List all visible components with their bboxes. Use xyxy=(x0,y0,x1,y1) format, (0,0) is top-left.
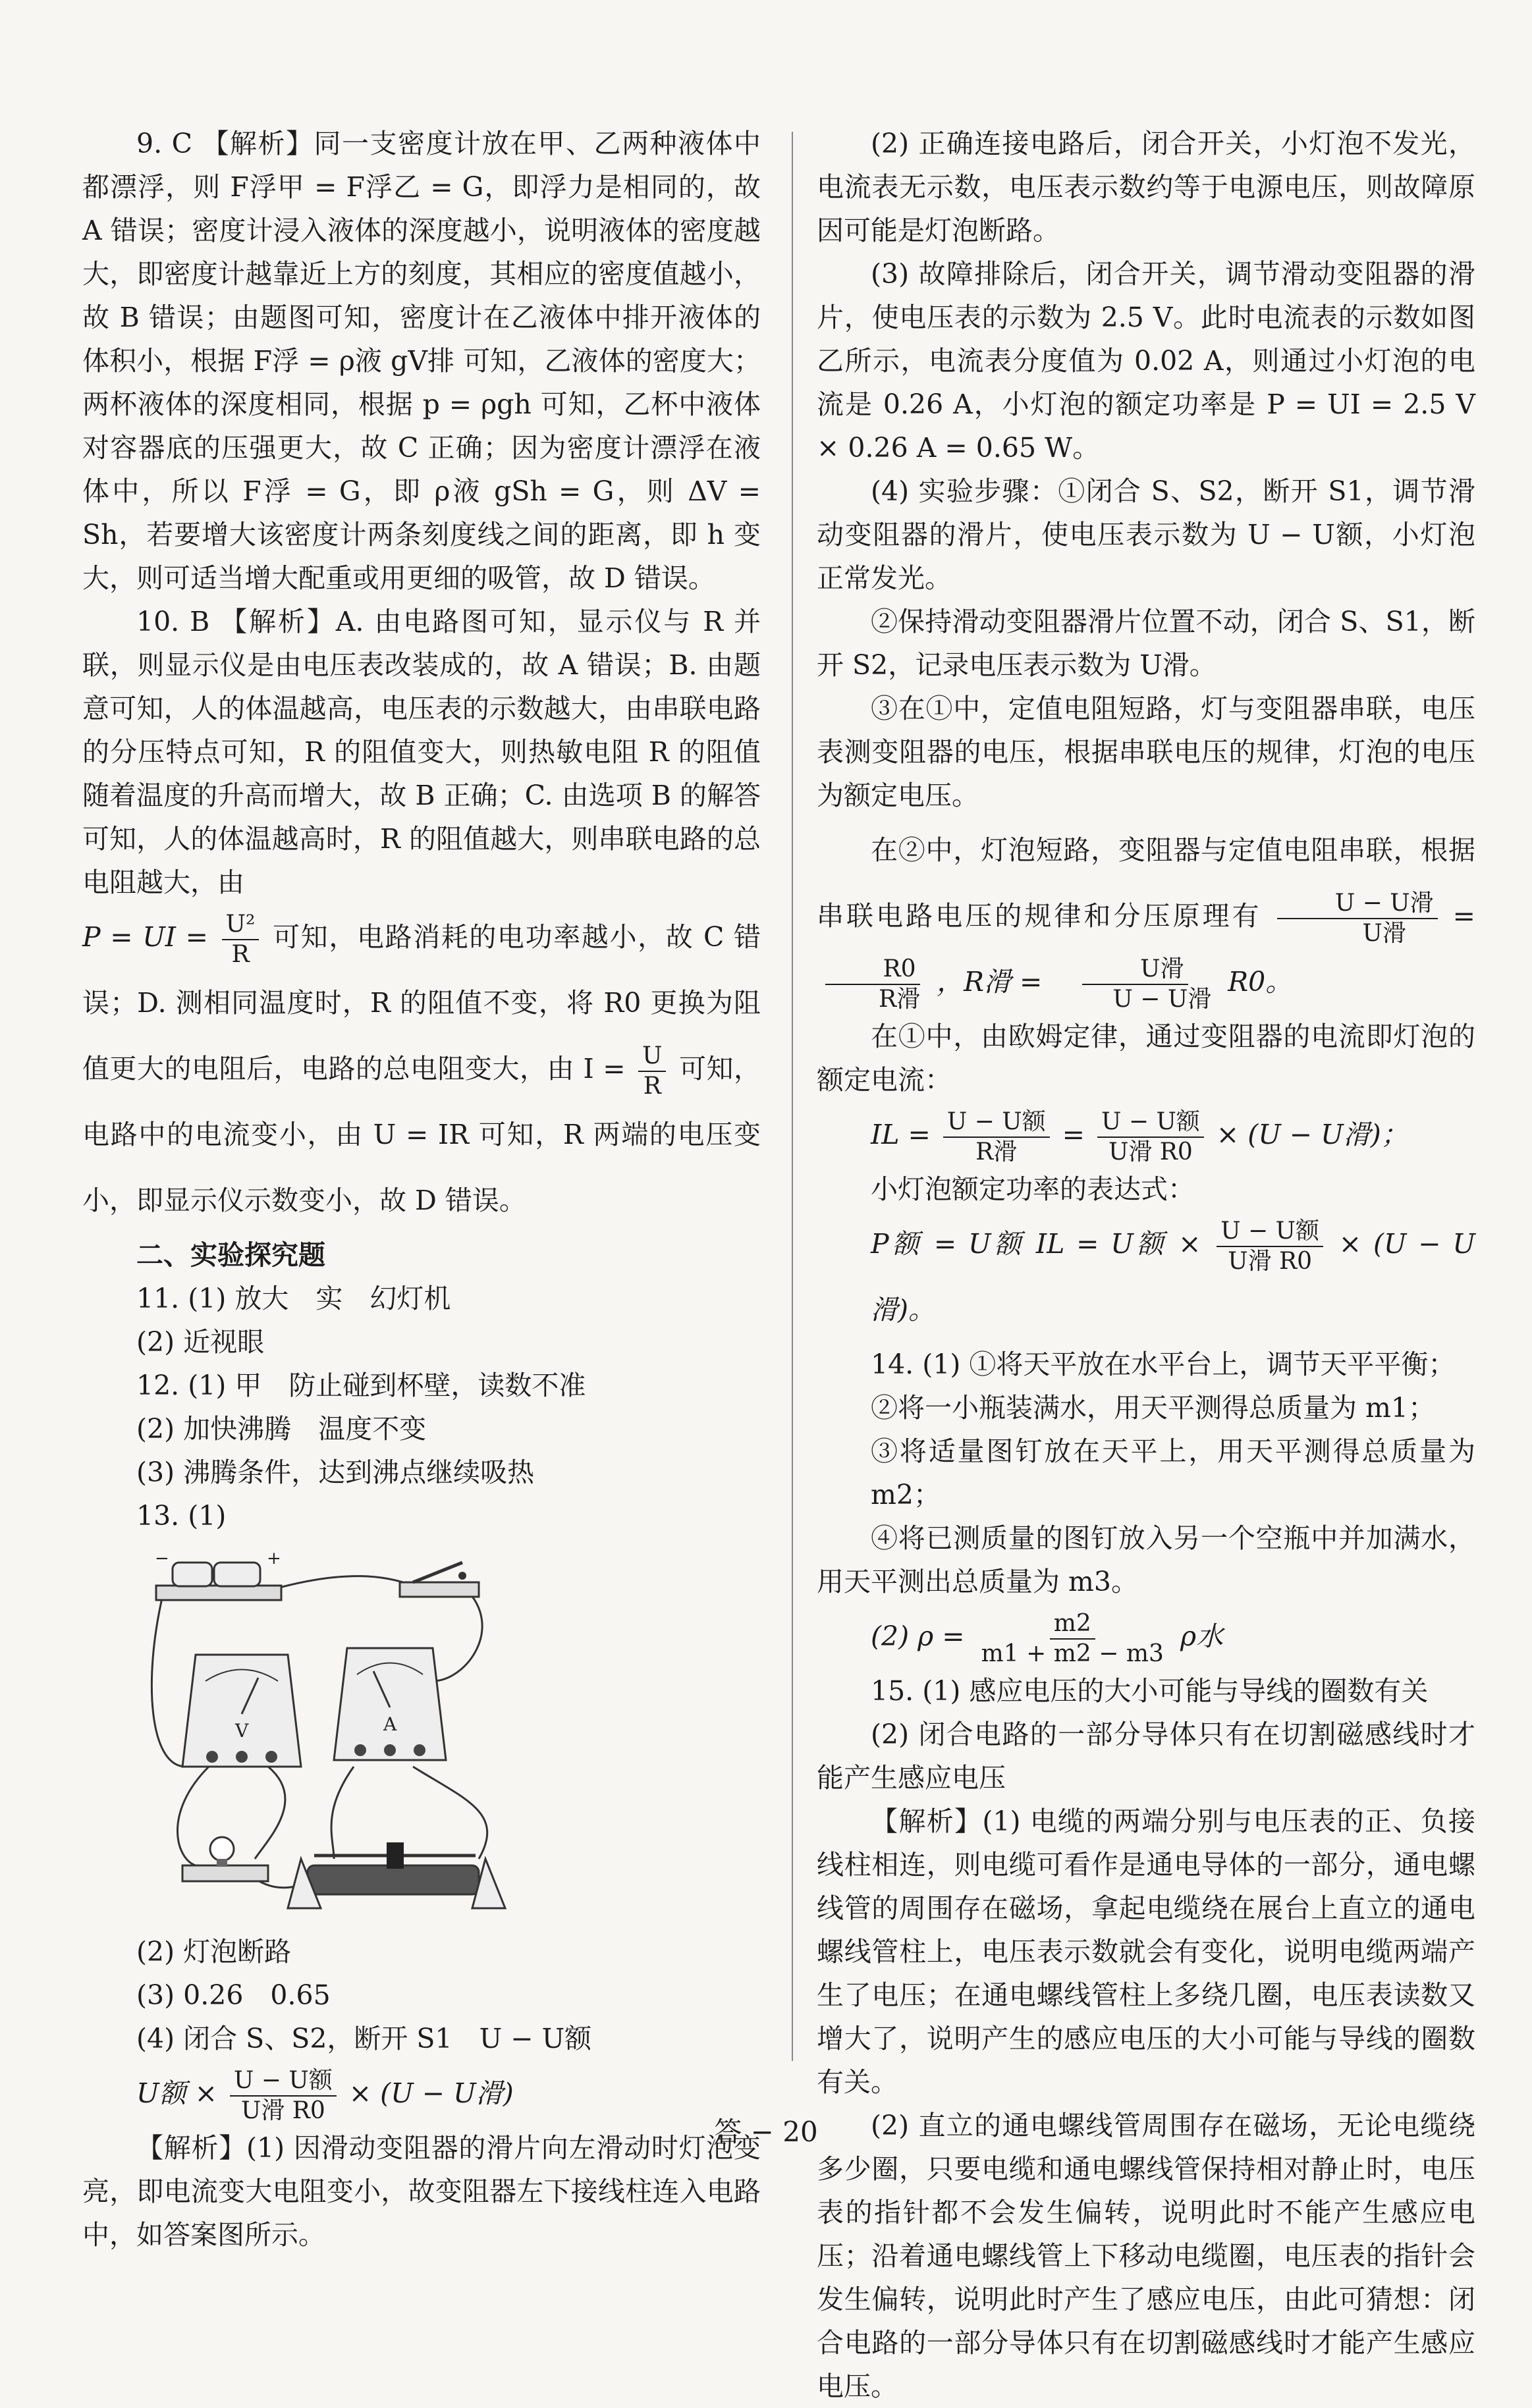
answer-13-4: (4) 闭合 S、S2，断开 S1 U − U额 xyxy=(136,2023,592,2054)
answer-10-part1: 10. B 【解析】A. 由电路图可知，显示仪与 R 并联，则显示仪是由电压表改装成的，故 A 错误；B. 由题意可知，人的体温越高，电压表的示数越大，由串联电路的分压特点可知，R 的阻值变大，则热敏电阻 R 的阻值随着温度的升高而增大，故 B 正确；C. 由选项 B 的解答可知，人的体温越高时，R 的阻值越大，则串联电路的总电阻越大，由 xyxy=(82,606,761,898)
page-number: 答 − 20 xyxy=(714,2116,818,2148)
fraction-power: $\frac{\text{U²}}{R}$ xyxy=(222,910,260,969)
svg-text:V: V xyxy=(235,1720,249,1742)
answer-13-4-step1: (4) 实验步骤：①闭合 S、S2，断开 S1，调节滑动变阻器的滑片，使电压表示数为 U − U额，小灯泡正常发光。 xyxy=(817,475,1475,594)
svg-text:−: − xyxy=(155,1549,169,1568)
answer-13-formula: U额 × $\frac{\text{U − U额}}{\text{U滑 R0}}$ × (U − U滑) xyxy=(136,2066,514,2124)
answer-14-2: ②将一小瓶装满水，用天平测得总质量为 m1； xyxy=(871,1392,1435,1424)
svg-text:+: + xyxy=(267,1549,281,1568)
battery xyxy=(155,1549,281,1600)
left-column xyxy=(82,122,761,2257)
rheostat xyxy=(288,1842,505,1908)
answer-15-2: (2) 闭合电路的一部分导体只有在切割磁感线时才能产生感应电压 xyxy=(817,1719,1475,1794)
section-heading: 二、实验探究题 xyxy=(136,1239,325,1271)
answer-11-1: 11. (1) 放大 实 幻灯机 xyxy=(136,1283,451,1314)
answer-15-analysis-1: 【解析】(1) 电缆的两端分别与电压表的正、负接线柱相连，则电缆可看作是通电导体的一部分，通电螺线管的周围存在磁场，拿起电缆绕在展台上直立的通电螺线管柱上，电压表示数就会有变化，说明电缆两端产生了电压；在通电螺线管柱上多绕几圈，电压表读数又增大了，说明产生的感应电压的大小可能与导线的圈数有关。 xyxy=(817,1806,1475,2098)
power-expression-label: 小灯泡额定功率的表达式： xyxy=(871,1173,1195,1205)
answer-9: 9. C 【解析】同一支密度计放在甲、乙两种液体中都漂浮，则 F浮甲 = F浮乙 = G，即浮力是相同的，故 A 错误；密度计浸入液体的深度越小，说明液体的密度越大，即密度计越靠近上方的刻度，其相应的密度值越小，故 B 错误；由题图可知，密度计在乙液体中排开液体的体积小，根据 F浮 = ρ液 gV排 可知，乙液体的密度大；两杯液体的深度相同，根据 p = ρgh 可知，乙杯中液体对容器底的压强更大，故 C 正确；因为密度计漂浮在液体中，所以 F浮 = G，即 ρ液 gSh = G，则 ΔV = Sh，若要增大该密度计两条刻度线之间的距离，即 h 变大，则可适当增大配重或用更细的吸管，故 D 错误。 xyxy=(82,128,761,594)
answer-13-2: (2) 灯泡断路 xyxy=(136,1936,292,1967)
answer-13-voltage-division: 在②中，灯泡短路，变阻器与定值电阻串联，根据串联电路电压的规律和分压原理有 $\frac{\text{U − U滑}}{\text{U滑}}$ = $\frac{R0}{\text{R滑}}$ ，R滑 = $\frac{\text{U滑}}{\text{U − U滑}}$ R0。 xyxy=(817,834,1475,1013)
fraction-current: $\frac{U}{R}$ xyxy=(638,1042,666,1101)
formula-power: P额 = U额 IL = U额 × $\frac{\text{U − U额}}{\text{U滑 R0}}$ × (U − U滑)。 xyxy=(871,1217,1475,1325)
answer-11-2: (2) 近视眼 xyxy=(136,1326,265,1358)
answer-13-2-detail: (2) 正确连接电路后，闭合开关，小灯泡不发光，电流表无示数，电压表示数约等于电源电压，则故障原因可能是灯泡断路。 xyxy=(817,128,1475,246)
right-column xyxy=(817,122,1475,2408)
answer-12-1: 12. (1) 甲 防止碰到杯壁，读数不准 xyxy=(136,1370,586,1401)
svg-text:A: A xyxy=(383,1713,397,1735)
answer-14-1: 14. (1) ①将天平放在水平台上，调节天平平衡； xyxy=(871,1349,1456,1380)
answer-12-2: (2) 加快沸腾 温度不变 xyxy=(136,1413,427,1445)
answer-13-3-detail: (3) 故障排除后，闭合开关，调节滑动变阻器的滑片，使电压表的示数为 2.5 V。此时电流表的示数如图乙所示，电流表分度值为 0.02 A，则通过小灯泡的电流是 0.26 A，小灯泡的额定功率是 P = UI = 2.5 V × 0.26 A = 0.65 W。 xyxy=(817,258,1475,464)
ammeter xyxy=(334,1648,446,1760)
answer-13-1: 13. (1) xyxy=(136,1500,227,1532)
answer-13-4-step3: ③在①中，定值电阻短路，灯与变阻器串联，电压表测变阻器的电压，根据串联电压的规律，灯泡的电压为额定电压。 xyxy=(817,693,1475,811)
switch xyxy=(400,1563,479,1597)
answer-14-4: ④将已测质量的图钉放入另一个空瓶中并加满水，用天平测出总质量为 m3。 xyxy=(817,1522,1475,1597)
answer-12-3: (3) 沸腾条件，达到沸点继续吸热 xyxy=(136,1457,535,1488)
circuit-diagram xyxy=(136,1549,545,1918)
formula-current: IL = $\frac{\text{U − U额}}{\text{R滑}}$ = $\frac{\text{U − U额}}{\text{U滑 R0}}$ × (U − U滑)； xyxy=(871,1108,1408,1165)
formula-density: (2) ρ = $\frac{m2}{m1 + m2 - m3}$ ρ水 xyxy=(871,1609,1224,1667)
answer-10-part2: P = UI = $\frac{\text{U²}}{R}$ 可知，电路消耗的电功率越小，故 C 错误；D. 测相同温度时，R 的阻值不变，将 R0 更换为阻值更大的电阻后，电路的总电阻变大，由 I = $\frac{U}{R}$ 可知，电路中的电流变小，由 U = IR 可知，R 两端的电压变小，即显示仪示数变小，故 D 错误。 xyxy=(82,910,761,1216)
answer-13-4-step2: ②保持滑动变阻器滑片位置不动，闭合 S、S1，断开 S2，记录电压表示数为 U滑。 xyxy=(817,606,1475,681)
answer-13-ohm-law: 在①中，由欧姆定律，通过变阻器的电流即灯泡的额定电流： xyxy=(817,1021,1475,1096)
answer-13-3: (3) 0.26 0.65 xyxy=(136,1979,331,2011)
column-divider xyxy=(792,132,793,2061)
voltmeter xyxy=(182,1655,301,1767)
answer-15-analysis-2: (2) 直立的通电螺线管周围存在磁场，无论电缆绕多少圈，只要电缆和通电螺线管保持相对静止时，电压表的指针都不会发生偏转，说明此时不能产生感应电压；沿着通电螺线管上下移动电缆圈，电压表的指针会发生偏转，说明此时产生了感应电压，由此可猜想：闭合电路的一部分导体只有在切割磁感线时才能产生感应电压。 xyxy=(817,2110,1475,2402)
light-bulb xyxy=(182,1837,268,1881)
answer-13-analysis: 【解析】(1) 因滑动变阻器的滑片向左滑动时灯泡变亮，即电流变大电阻变小，故变阻器左下接线柱连入电路中，如答案图所示。 xyxy=(82,2132,761,2251)
answer-15-1: 15. (1) 感应电压的大小可能与导线的圈数有关 xyxy=(871,1675,1429,1707)
answer-14-3: ③将适量图钉放在天平上，用天平测得总质量为 m2； xyxy=(871,1435,1475,1511)
